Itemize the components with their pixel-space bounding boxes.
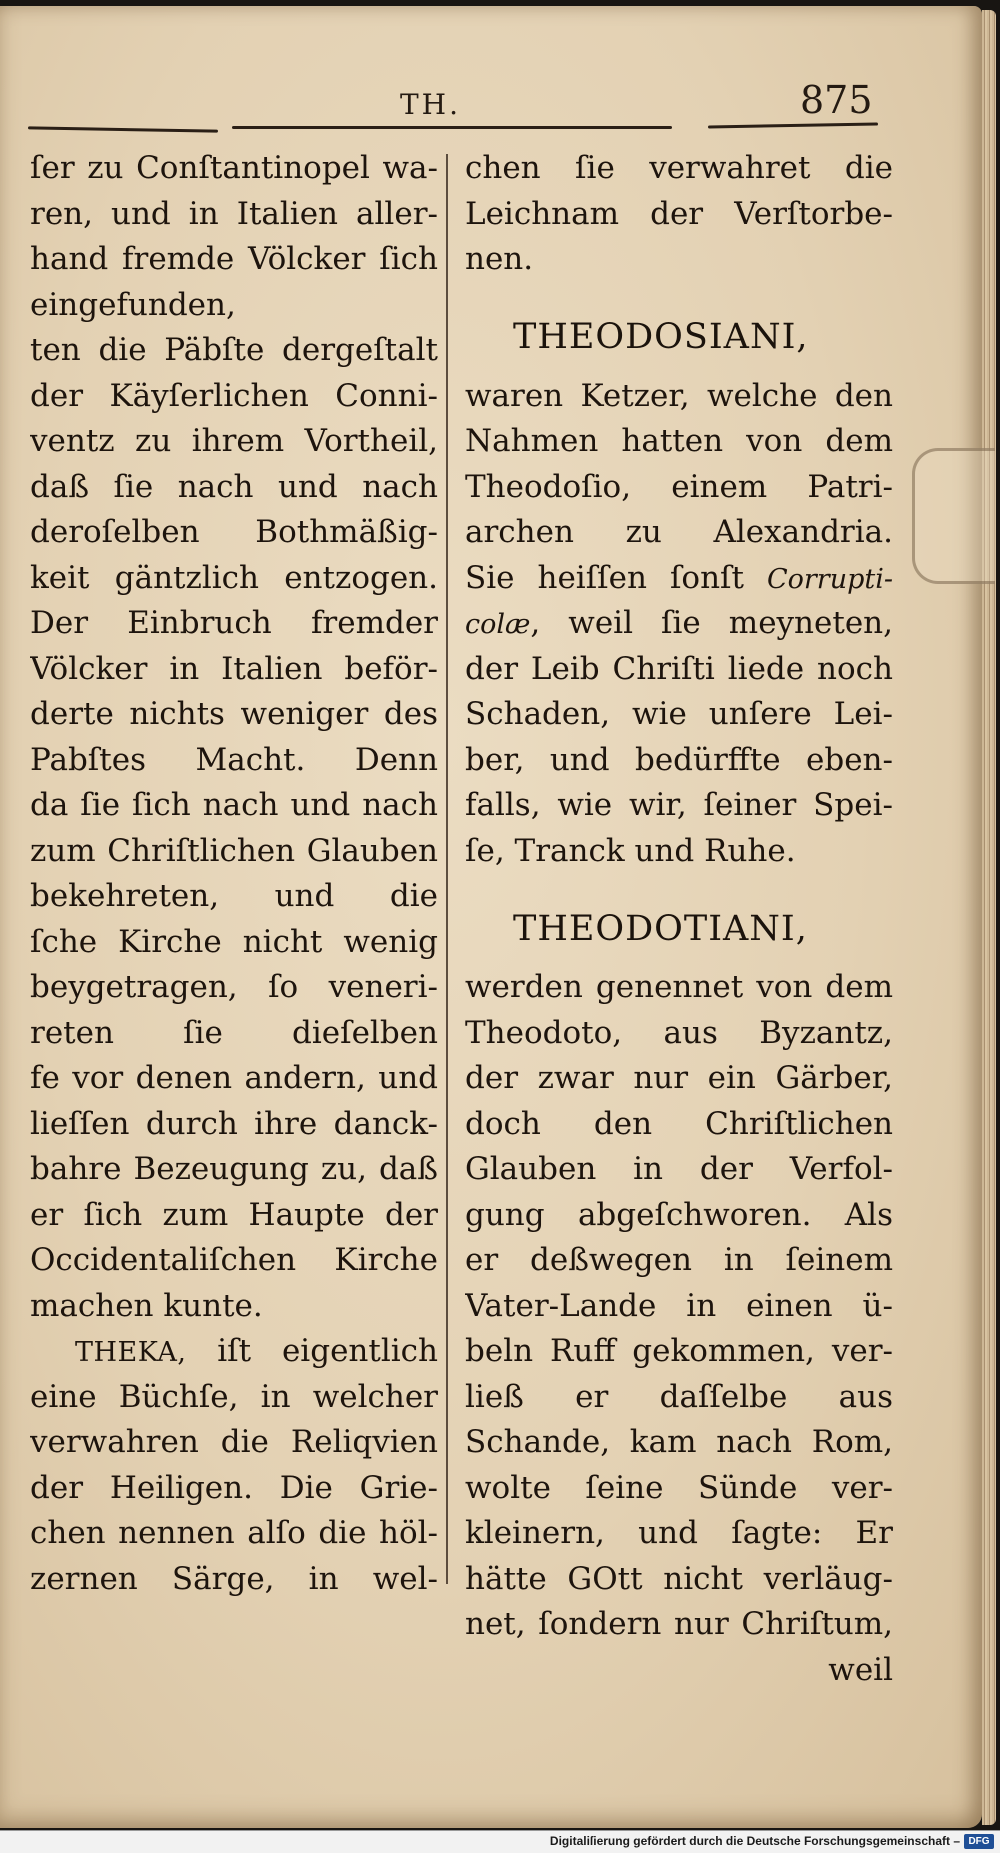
text-line: doch den Chriſtlichen: [465, 1105, 893, 1142]
text-fragment: , weil ſie meyneten,: [530, 605, 893, 641]
theka-first-line-text: iſt eigentlich: [186, 1333, 438, 1369]
text-line: Leichnam der Verſtorbe-: [465, 195, 893, 232]
text-fragment: Sie heiſſen ſonſt: [465, 559, 767, 596]
theka-entry-lines: [30, 1375, 438, 1603]
running-head: TH.: [400, 88, 461, 121]
text-line: ten die Päbſte dergeſtalt: [30, 332, 438, 368]
text-line: derte nichts weniger des: [30, 696, 438, 732]
page-edge: [982, 10, 996, 1825]
headword-theka: THEKA,: [75, 1337, 187, 1368]
text-line: Der Einbruch fremder: [30, 605, 438, 641]
text-line: der Heiligen. Die Grie-: [30, 1469, 438, 1506]
text-line: reten ſie dieſelben: [30, 1014, 438, 1051]
text-line: ließ er daſſelbe aus: [465, 1378, 893, 1415]
column-divider: [446, 154, 448, 1584]
text-line: deroſelben Bothmäßig-: [30, 514, 438, 550]
theodosiani-italic-line: [465, 556, 893, 602]
text-line: zum Chriſtlichen Glauben: [30, 832, 438, 869]
right-intro-lines: [465, 146, 893, 283]
text-line: der zwar nur ein Gärber,: [465, 1060, 893, 1096]
text-line: ren, und in Italien aller-: [30, 195, 438, 232]
text-line: net, ſondern nur Chriſtum,: [465, 1606, 893, 1642]
text-line: Pabſtes Macht. Denn: [30, 741, 438, 778]
text-line: verwahren die Reliqvien: [30, 1424, 438, 1460]
left-column: [30, 146, 438, 1602]
text-line: Nahmen hatten von dem: [465, 423, 893, 459]
entry-theodosiani-head: [465, 283, 893, 374]
text-line: falls, wie wir, ſeiner Spei-: [465, 787, 893, 823]
catchword: weil: [828, 1651, 893, 1688]
text-line: chen ſie verwahret die: [465, 150, 893, 186]
text-line: lieſſen durch ihre danck-: [30, 1105, 438, 1142]
header-rule: [28, 126, 218, 132]
text-line: gung abgeſchworen. Als: [465, 1196, 893, 1233]
headword-theodotiani: THEODOTIANI,: [513, 908, 808, 949]
text-line: archen zu Alexandria.: [465, 514, 893, 550]
theodosiani-lines: [465, 374, 893, 556]
theka-entry-first-line: [30, 1329, 438, 1375]
text-line: hätte GOtt nicht verläug-: [465, 1560, 893, 1597]
header-rule: [232, 126, 672, 129]
text-line: wolte ſeine Sünde ver-: [465, 1469, 893, 1506]
text-line: hand fremde Völcker ſich: [30, 241, 438, 277]
right-column: [465, 146, 893, 1693]
text-line: Schande, kam nach Rom,: [465, 1424, 893, 1460]
text-line: beygetragen, ſo veneri-: [30, 969, 438, 1005]
entry-theodotiani-head: [465, 874, 893, 965]
text-line: Schaden, wie unſere Lei-: [465, 696, 893, 732]
text-line: ventz zu ihrem Vortheil,: [30, 423, 438, 459]
left-column-lines: [30, 146, 438, 1329]
text-line: bahre Bezeugung zu, daß: [30, 1151, 438, 1187]
text-line: bekehreten, und die: [30, 878, 438, 914]
text-line: zernen Särge, in wel-: [30, 1560, 438, 1597]
text-line: Theodoto, aus Byzantz,: [465, 1014, 893, 1051]
text-line: waren Ketzer, welche den: [465, 377, 893, 414]
italic-term: Corrupti-: [766, 563, 893, 595]
text-line: beln Ruff gekommen, ver-: [465, 1333, 893, 1369]
text-line: er deßwegen in ſeinem: [465, 1242, 893, 1278]
text-line: Völcker in Italien beför-: [30, 650, 438, 687]
text-line: keit gäntzlich entzogen.: [30, 559, 438, 596]
theodosiani-lines-after: [465, 647, 893, 875]
header-rule: [708, 123, 878, 129]
text-line: Theodoſio, einem Patri-: [465, 468, 893, 505]
page-number: 875: [800, 78, 873, 122]
text-line: ſche Kirche nicht wenig: [30, 923, 438, 960]
book-page: [0, 6, 982, 1828]
headword-theodosiani: THEODOSIANI,: [513, 317, 809, 358]
text-line: eine Büchſe, in welcher: [30, 1378, 438, 1415]
footer-credit: Digitaliſierung gefördert durch die Deutsche Forschungsgemeinschaft –: [549, 1834, 960, 1848]
italic-term: colæ: [465, 609, 531, 640]
digitization-footer: [0, 1830, 1000, 1853]
theodotiani-lines: [465, 965, 893, 1648]
text-line: ber, und bedürffte eben-: [465, 741, 893, 778]
text-line: der Käyſerlichen Conni-: [30, 377, 438, 414]
text-line: er ſich zum Haupte der: [30, 1196, 438, 1233]
theodosiani-italic-line-2: [465, 601, 893, 647]
text-line: der Leib Chriſti liede noch: [465, 650, 893, 687]
page-marker-tab: [912, 448, 995, 584]
text-line: eingefunden,: [30, 286, 236, 323]
text-line: nen.: [465, 241, 534, 277]
text-line: daß ſie nach und nach: [30, 468, 438, 505]
text-line: da ſie ſich nach und nach: [30, 787, 438, 823]
text-line: Occidentaliſchen Kirche: [30, 1242, 438, 1278]
text-line: fe vor denen andern, und: [30, 1060, 438, 1096]
text-line: ſe, Tranck und Ruhe.: [465, 832, 796, 869]
text-line: ſer zu Conſtantinopel wa-: [30, 150, 438, 186]
text-line: machen kunte.: [30, 1287, 263, 1324]
text-line: Glauben in der Verfol-: [465, 1151, 893, 1187]
dfg-logo: DFG: [964, 1834, 994, 1849]
text-line: Vater-Lande in einen ü-: [465, 1287, 893, 1324]
text-line: kleinern, und ſagte: Er: [465, 1515, 893, 1551]
text-line: werden genennet von dem: [465, 969, 893, 1005]
text-line: chen nennen alſo die höl-: [30, 1515, 438, 1551]
